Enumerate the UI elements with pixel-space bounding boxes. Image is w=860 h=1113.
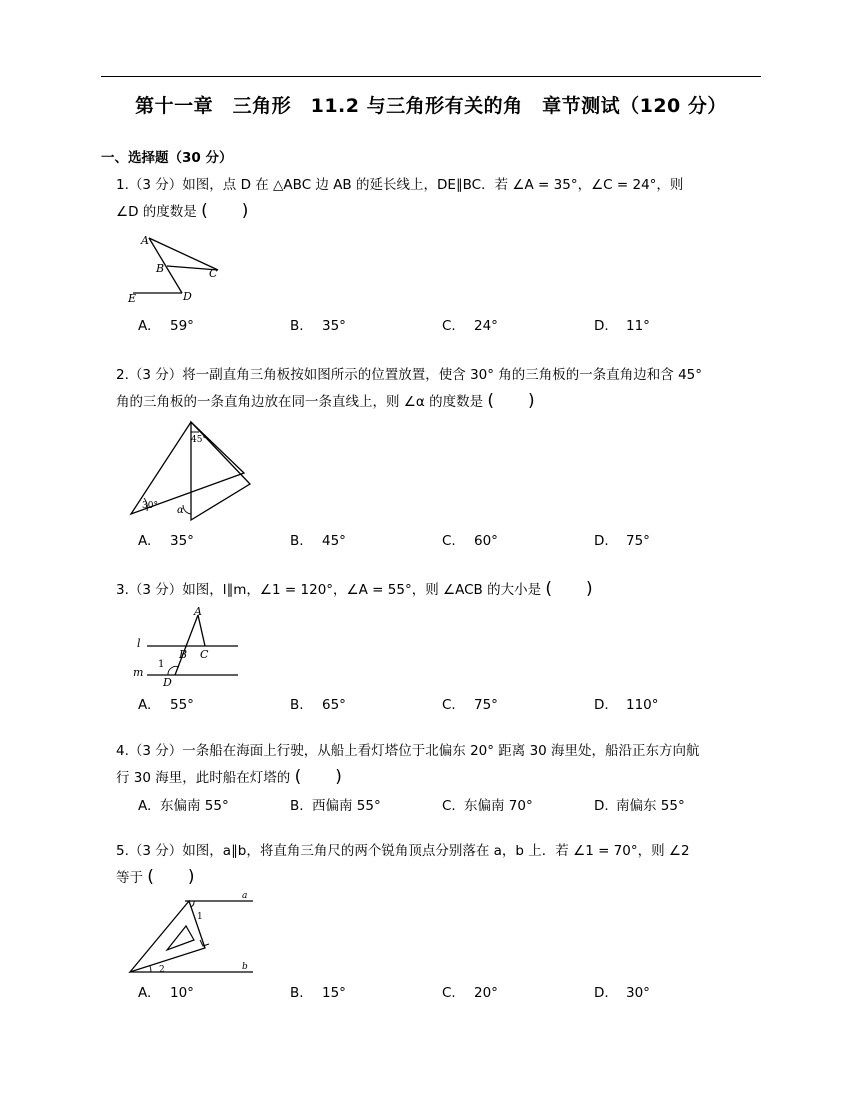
question-4-options (138, 794, 758, 814)
option-d[interactable]: D. 11° (594, 318, 650, 334)
option-c[interactable]: C. 75° (442, 697, 498, 713)
label-B: B (156, 262, 165, 275)
label-alpha: α (177, 505, 184, 516)
label-1: 1 (158, 659, 165, 670)
label-A: A (194, 605, 202, 618)
option-a[interactable]: A. 10° (138, 985, 194, 1001)
option-b[interactable]: B. 西偏南 55° (290, 798, 381, 814)
question-number: 4. (116, 743, 129, 759)
option-d[interactable]: D. 110° (594, 697, 659, 713)
header-rule (101, 76, 761, 77)
question-number: 5. (116, 843, 129, 859)
option-a[interactable]: A. 55° (138, 697, 194, 713)
question-1-line1 (116, 172, 761, 198)
question-5-options (138, 985, 758, 1005)
section-heading: 一、选择题（30 分） (101, 150, 233, 166)
answer-blank: ( ) (201, 201, 249, 221)
question-5-line2 (116, 864, 761, 891)
question-2-options (138, 533, 758, 553)
question-2 (116, 362, 761, 415)
label-a: a (242, 891, 248, 901)
question-2-line1 (116, 362, 761, 388)
figure-5 (125, 890, 257, 978)
question-text: 行 30 海里，此时船在灯塔的 (116, 770, 291, 786)
question-1-line2 (116, 198, 761, 225)
label-C: C (200, 648, 209, 661)
answer-blank: ( ) (545, 579, 593, 599)
label-b: b (242, 962, 248, 972)
question-text: 如图，a∥b，将直角三角尺的两个锐角顶点分别落在 a，b 上．若 ∠1 = 70°，则 ∠2 (182, 843, 690, 859)
label-D: D (183, 290, 192, 303)
option-d[interactable]: D. 75° (594, 533, 650, 549)
option-a[interactable]: A. 35° (138, 533, 194, 549)
question-text: 将一副直角三角板按如图所示的位置放置，使含 30° 角的三角板的一条直角边和含 45° (182, 367, 703, 383)
label-30: 30° (142, 501, 158, 511)
option-b[interactable]: B. 15° (290, 985, 346, 1001)
label-C: C (209, 267, 218, 280)
question-3-options (138, 697, 758, 717)
page-title: 第十一章 三角形 11.2 与三角形有关的角 章节测试（120 分） (135, 95, 727, 117)
question-score: （3 分） (128, 743, 183, 759)
label-1: 1 (197, 912, 203, 922)
question-text: 如图，点 D 在 △ABC 边 AB 的延长线上，DE∥BC．若 ∠A = 35°，∠C = 24°，则 (182, 177, 684, 193)
label-45: 45° (191, 435, 207, 445)
question-4 (116, 738, 761, 791)
figure-1 (125, 230, 225, 306)
question-text: 一条船在海面上行驶，从船上看灯塔位于北偏东 20° 距离 30 海里处，船沿正东方向航 (182, 743, 700, 759)
question-number: 1. (116, 177, 129, 193)
question-3-line1 (116, 576, 761, 603)
option-c[interactable]: C. 60° (442, 533, 498, 549)
question-text: 如图，l∥m，∠1 = 120°，∠A = 55°，则 ∠ACB 的大小是 (182, 582, 542, 598)
question-number: 3. (116, 582, 129, 598)
question-3 (116, 576, 761, 603)
question-number: 2. (116, 367, 129, 383)
question-score: （3 分） (128, 582, 183, 598)
option-a[interactable]: A. 东偏南 55° (138, 798, 229, 814)
label-D: D (163, 676, 172, 689)
label-l: l (137, 637, 141, 650)
answer-blank: ( ) (147, 867, 195, 887)
answer-blank: ( ) (487, 391, 535, 411)
option-a[interactable]: A. 59° (138, 318, 194, 334)
figure-3 (130, 604, 242, 688)
label-2: 2 (159, 965, 165, 975)
question-score: （3 分） (128, 177, 183, 193)
question-text: 角的三角板的一条直角边放在同一条直线上，则 ∠α 的度数是 (116, 394, 484, 410)
question-score: （3 分） (128, 367, 183, 383)
question-text: ∠D 的度数是 (116, 204, 197, 220)
question-5 (116, 838, 761, 891)
question-5-line1 (116, 838, 761, 864)
option-b[interactable]: B. 35° (290, 318, 346, 334)
answer-blank: ( ) (294, 767, 342, 787)
question-4-line1 (116, 738, 761, 764)
question-1 (116, 172, 761, 225)
question-text: 等于 (116, 870, 143, 886)
label-A: A (141, 234, 149, 247)
option-b[interactable]: B. 65° (290, 697, 346, 713)
label-m: m (133, 666, 144, 679)
label-E: E (128, 292, 137, 305)
question-1-options (138, 318, 758, 338)
label-B: B (179, 648, 188, 661)
option-c[interactable]: C. 24° (442, 318, 498, 334)
option-d[interactable]: D. 30° (594, 985, 650, 1001)
option-c[interactable]: C. 20° (442, 985, 498, 1001)
option-c[interactable]: C. 东偏南 70° (442, 798, 533, 814)
question-4-line2 (116, 764, 761, 791)
question-2-line2 (116, 388, 761, 415)
option-b[interactable]: B. 45° (290, 533, 346, 549)
figure-2 (125, 418, 255, 524)
question-score: （3 分） (128, 843, 183, 859)
option-d[interactable]: D. 南偏东 55° (594, 798, 685, 814)
